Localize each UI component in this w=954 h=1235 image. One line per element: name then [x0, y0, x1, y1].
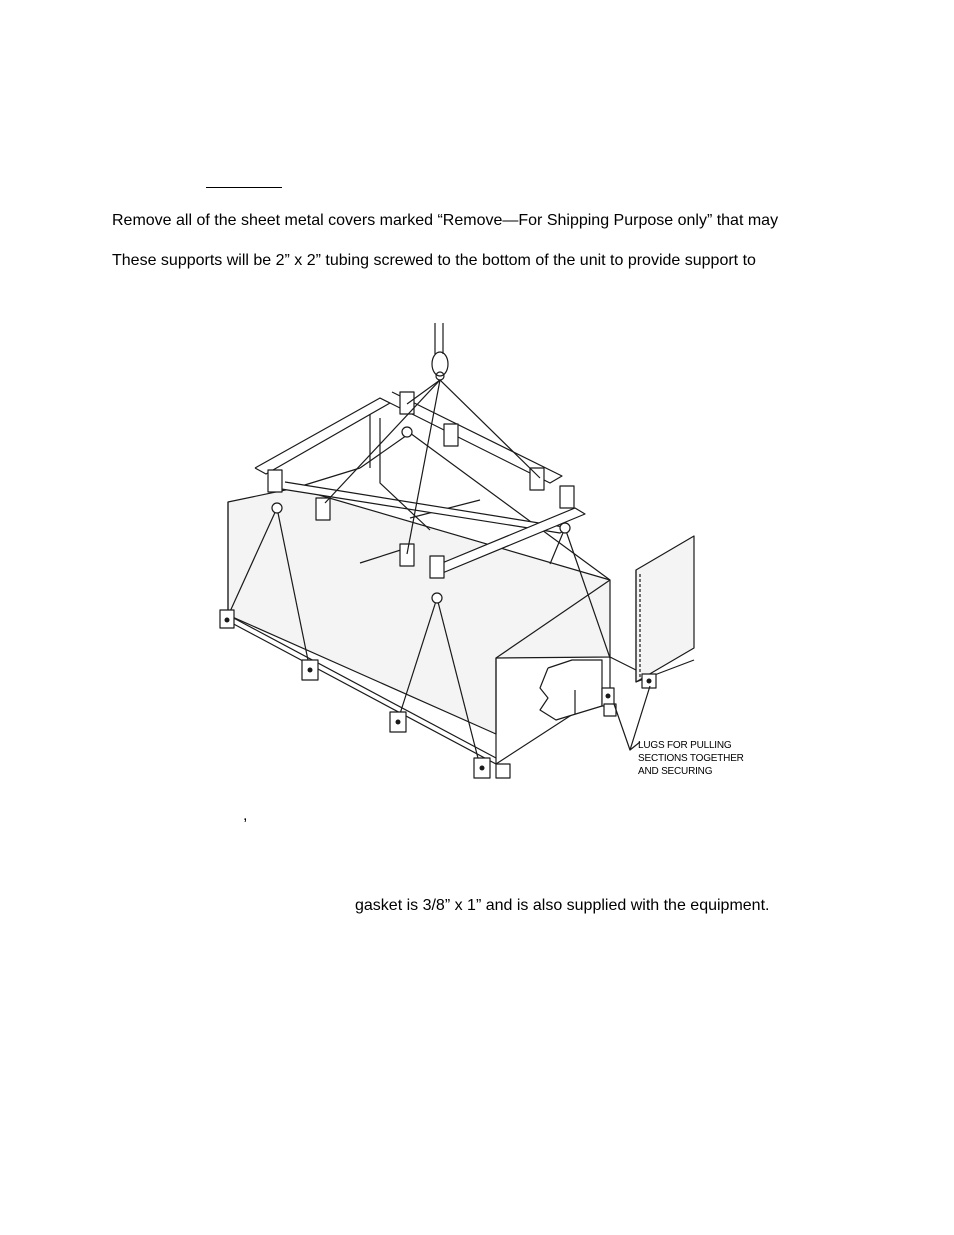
shackle-2: [432, 593, 442, 603]
junction-edge: [610, 657, 636, 670]
stray-comma: ,: [243, 807, 248, 824]
cutaway-opening: [540, 660, 602, 720]
shackle-4: [402, 427, 412, 437]
shackle-3: [560, 523, 570, 533]
clamp-8: [560, 486, 574, 508]
clamp-4: [268, 470, 282, 492]
paragraph-supports: These supports will be 2” x 2” tubing screwed to the bottom of the unit to provide support to: [112, 252, 756, 269]
heading-underline-rule: [206, 187, 282, 188]
clamp-2: [444, 424, 458, 446]
clamp-3: [530, 468, 544, 490]
paragraph-gasket: gasket is 3/8” x 1” and is also supplied with the equipment.: [355, 897, 770, 914]
adjacent-section: [636, 536, 694, 682]
paragraph-remove-covers: Remove all of the sheet metal covers marked “Remove—For Shipping Purpose only” that may: [112, 212, 779, 229]
callout-line-2: SECTIONS TOGETHER: [638, 753, 744, 764]
shackle-1: [272, 503, 282, 513]
clamp-7: [430, 556, 444, 578]
lug-5: [496, 764, 510, 778]
clamp-5: [316, 498, 330, 520]
rigging-diagram-illustration: [200, 318, 760, 798]
callout-line-1: LUGS FOR PULLING: [638, 740, 732, 751]
callout-leader-1: [614, 704, 640, 750]
rigging-diagram-figure: [200, 318, 760, 798]
callout-line-3: AND SECURING: [638, 766, 713, 777]
clamp-6: [400, 544, 414, 566]
